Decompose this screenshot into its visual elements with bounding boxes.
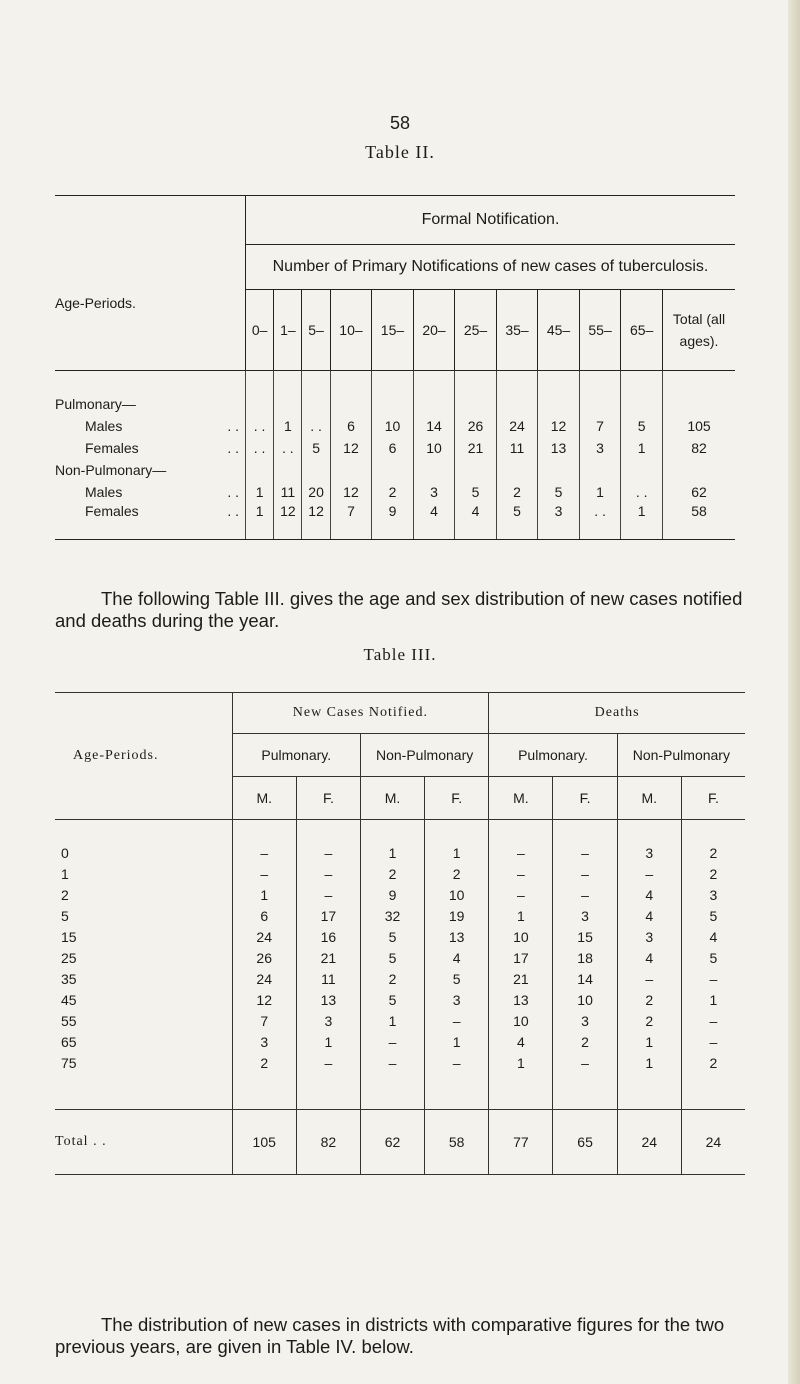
table3-age-label: 0 (61, 844, 69, 861)
table2-row-label (55, 481, 246, 503)
table3-total-cell: 24 (617, 1110, 681, 1175)
table3-cell: – (296, 1052, 360, 1073)
table3-cell: 1 (489, 1052, 553, 1073)
table3-age-label: 75 (61, 1054, 77, 1071)
table2-row (55, 503, 735, 540)
table2-col-header: 25– (455, 290, 497, 371)
table2-empty-cell (455, 371, 497, 416)
table3-cell: 1 (617, 1031, 681, 1052)
table2-group-label: Pulmonary— (55, 396, 136, 412)
table3-cell: 3 (425, 989, 489, 1010)
table3-cell: 14 (553, 968, 617, 989)
table3-row (55, 884, 745, 905)
table2-cell: 10 (372, 415, 414, 437)
table3-cell: 1 (425, 820, 489, 864)
table3-age-label: 5 (61, 907, 69, 924)
table3-cell: 3 (553, 1010, 617, 1031)
table2-empty-cell (621, 459, 663, 481)
table3-cell: 2 (232, 1052, 296, 1073)
table3-cell: 24 (232, 968, 296, 989)
table3-cell: – (425, 1010, 489, 1031)
table2-row-dots: . . (227, 484, 239, 500)
table3-cell: 13 (489, 989, 553, 1010)
table2-empty-cell (413, 371, 455, 416)
table2-cell: 2 (496, 481, 538, 503)
table3-cell: 1 (617, 1052, 681, 1073)
table3-sex-header: M. (489, 777, 553, 820)
table3-cell: 10 (489, 926, 553, 947)
table3-spacer-cell (617, 1073, 681, 1110)
table3-subheader: Non-Pulmonary (360, 734, 488, 777)
table3-total-cell: 62 (360, 1110, 424, 1175)
table2-cell: 20 (302, 481, 330, 503)
table3-cell: 2 (360, 968, 424, 989)
table3-row (55, 968, 745, 989)
table3-cell: 15 (553, 926, 617, 947)
table3-cell: 5 (425, 968, 489, 989)
table3-row (55, 905, 745, 926)
table3-cell: 10 (425, 884, 489, 905)
table3-cell: – (553, 1052, 617, 1073)
table3-body (55, 820, 745, 1175)
table3-cell: 3 (553, 905, 617, 926)
table2-empty-cell (330, 459, 372, 481)
table3-cell: 17 (296, 905, 360, 926)
table2-col-header: 15– (372, 290, 414, 371)
table2-empty-cell (246, 459, 274, 481)
table3-spacer-cell (425, 1073, 489, 1110)
table3-row (55, 947, 745, 968)
table2-row-header: Age-Periods. (55, 196, 246, 371)
table2-empty-cell (663, 371, 736, 416)
table2-col-header: 20– (413, 290, 455, 371)
table2-cell: 5 (302, 437, 330, 459)
paragraph-table4-intro: The distribution of new cases in districts with comparative figures for the two previous years, are given in Table IV. below. (55, 1314, 725, 1357)
scan-edge (788, 0, 800, 1384)
table3-cell: 2 (681, 820, 745, 864)
table3-cell: – (489, 820, 553, 864)
table3-cell: 1 (425, 1031, 489, 1052)
table2-col-header: 5– (302, 290, 330, 371)
table3-row (55, 989, 745, 1010)
table3-cell: – (360, 1052, 424, 1073)
table3-cell: 1 (232, 884, 296, 905)
table3-cell: 2 (617, 989, 681, 1010)
table3-cell: 2 (360, 863, 424, 884)
table3-cell: 4 (617, 884, 681, 905)
table2-cell: 1 (246, 503, 274, 540)
table2-cell: 58 (663, 503, 736, 540)
table3-cell: 11 (296, 968, 360, 989)
table3-sex-header: F. (425, 777, 489, 820)
table3-cell: 13 (296, 989, 360, 1010)
table3-cell: – (553, 863, 617, 884)
table3-age-label: 45 (61, 991, 77, 1008)
table2-cell: 21 (455, 437, 497, 459)
table3-age-label: 15 (61, 928, 77, 945)
table3-cell: 10 (553, 989, 617, 1010)
table3-spacer-cell (681, 1073, 745, 1110)
table2-cell: 105 (663, 415, 736, 437)
table2-cell: 62 (663, 481, 736, 503)
table3-cell: 2 (425, 863, 489, 884)
table2-cell: 4 (455, 503, 497, 540)
table2-row-label (55, 415, 246, 437)
table2-cell: . . (579, 503, 621, 540)
table2-col-header: 65– (621, 290, 663, 371)
table2-empty-cell (538, 459, 580, 481)
table3-subheader: Pulmonary. (489, 734, 617, 777)
table3-cell: – (296, 863, 360, 884)
paragraph-table3-intro: The following Table III. gives the age and sex distribution of new cases notified and deaths during the year. (55, 588, 743, 631)
table2-row-label (55, 503, 246, 540)
table2-empty-cell (274, 371, 302, 416)
table2-cell: . . (246, 415, 274, 437)
table3-cell: 1 (360, 820, 424, 864)
table3-age-label: 65 (61, 1033, 77, 1050)
table2-empty-cell (372, 371, 414, 416)
table2-group-label: Non-Pulmonary— (55, 462, 167, 478)
table3-age-label: 55 (61, 1012, 77, 1029)
table3-subheader: Pulmonary. (232, 734, 360, 777)
table2-col-header: 45– (538, 290, 580, 371)
table3-cell: – (617, 863, 681, 884)
table2-empty-cell (496, 371, 538, 416)
table3-sex-header: M. (232, 777, 296, 820)
table2-empty-cell (579, 371, 621, 416)
table3-row (55, 820, 745, 864)
table2-cell: 11 (496, 437, 538, 459)
table2-col-header: 55– (579, 290, 621, 371)
table3-cell: 13 (425, 926, 489, 947)
table3-cell: – (617, 968, 681, 989)
table3-cell: 9 (360, 884, 424, 905)
table2-col-header: 35– (496, 290, 538, 371)
table3-group-deaths: Deaths (489, 693, 745, 734)
table3-age-label: 35 (61, 970, 77, 987)
table3-total-label: Total . . (55, 1110, 232, 1175)
table3-cell: 21 (489, 968, 553, 989)
table3-cell: 17 (489, 947, 553, 968)
table2-row-label-text: Females (85, 440, 139, 456)
table3-cell: 3 (617, 926, 681, 947)
table2-cell: 3 (538, 503, 580, 540)
table3-cell: 3 (681, 884, 745, 905)
table2-cell: 14 (413, 415, 455, 437)
table2-empty-cell (496, 459, 538, 481)
table2-header-sub: Number of Primary Notifications of new cases of tuberculosis. (246, 245, 736, 290)
table2-cell: 1 (621, 437, 663, 459)
table2-cell: 12 (330, 481, 372, 503)
table2-cell: 12 (538, 415, 580, 437)
table3-cell: 4 (425, 947, 489, 968)
table3-cell: 1 (360, 1010, 424, 1031)
table2-empty-cell (538, 371, 580, 416)
table3-title: Table III. (363, 645, 437, 664)
table3-row (55, 1010, 745, 1031)
table2-empty-cell (302, 459, 330, 481)
table3-cell: 16 (296, 926, 360, 947)
table2-row-label-text: Males (85, 484, 123, 500)
table2-row-label (55, 437, 246, 459)
table3 (55, 692, 745, 1175)
table2-body (55, 371, 735, 540)
table2-cell: 6 (372, 437, 414, 459)
table3-total-cell: 24 (681, 1110, 745, 1175)
table3-total-cell: 77 (489, 1110, 553, 1175)
table3-cell: – (489, 863, 553, 884)
table2-group-row (55, 371, 735, 416)
table3-spacer-cell (489, 1073, 553, 1110)
table2-cell: 3 (413, 481, 455, 503)
table3-total-row (55, 1110, 745, 1175)
table2-cell: 7 (579, 415, 621, 437)
table3-cell: – (553, 884, 617, 905)
table2-cell: 1 (246, 481, 274, 503)
table3-cell: – (681, 1031, 745, 1052)
table2-row-label-text: Males (85, 418, 123, 434)
table3-subheader: Non-Pulmonary (617, 734, 745, 777)
table2-cell: 4 (413, 503, 455, 540)
table3-total-cell: 58 (425, 1110, 489, 1175)
table3-group-new-cases: New Cases Notified. (232, 693, 489, 734)
table2-col-header: 0– (246, 290, 274, 371)
page-number: 58 (389, 113, 411, 133)
table2-group-row (55, 459, 735, 481)
table2-row-dots: . . (227, 440, 239, 456)
table3-cell: 3 (617, 820, 681, 864)
table2-cell: 82 (663, 437, 736, 459)
table2-col-header: 1– (274, 290, 302, 371)
table3-spacer-row (55, 1073, 745, 1110)
table2-cell: 11 (274, 481, 302, 503)
table3-cell: 12 (232, 989, 296, 1010)
table3-cell: 5 (360, 989, 424, 1010)
table2-row-label-text: Females (85, 503, 139, 519)
table2-empty-cell (579, 459, 621, 481)
table3-age-label: 25 (61, 949, 77, 966)
table3-cell: 32 (360, 905, 424, 926)
table3-sex-header: F. (296, 777, 360, 820)
table2-empty-cell (372, 459, 414, 481)
table2-empty-cell (621, 371, 663, 416)
table2-cell: 10 (413, 437, 455, 459)
table3-cell: 6 (232, 905, 296, 926)
table2-cell: 5 (455, 481, 497, 503)
table2-cell: 24 (496, 415, 538, 437)
table3-cell: – (553, 820, 617, 864)
table2-row (55, 437, 735, 459)
table3-cell: 1 (296, 1031, 360, 1052)
table2-header-main: Formal Notification. (246, 196, 736, 245)
table3-cell: – (489, 884, 553, 905)
table3-cell: 21 (296, 947, 360, 968)
table3-cell: 7 (232, 1010, 296, 1031)
table3-spacer-cell (553, 1073, 617, 1110)
table2-cell: 7 (330, 503, 372, 540)
table3-cell: 24 (232, 926, 296, 947)
table2-cell: 1 (274, 415, 302, 437)
table2-cell: 12 (330, 437, 372, 459)
table3-cell: 1 (489, 905, 553, 926)
table2-col-header: 10– (330, 290, 372, 371)
table3-cell: 5 (681, 947, 745, 968)
table3-total-cell: 65 (553, 1110, 617, 1175)
table2 (55, 195, 735, 540)
table2-empty-cell (246, 371, 274, 416)
table3-cell: 2 (617, 1010, 681, 1031)
table2-empty-cell (330, 371, 372, 416)
table3-cell: 4 (681, 926, 745, 947)
table3-row (55, 1052, 745, 1073)
table3-cell: 4 (489, 1031, 553, 1052)
table2-row-dots: . . (227, 503, 239, 519)
table3-cell: – (360, 1031, 424, 1052)
table3-age-label: 2 (61, 886, 69, 903)
table2-cell: 6 (330, 415, 372, 437)
table2-cell: . . (302, 415, 330, 437)
table2-empty-cell (274, 459, 302, 481)
table3-cell: 26 (232, 947, 296, 968)
table3-cell: – (425, 1052, 489, 1073)
table2-empty-cell (413, 459, 455, 481)
table3-cell: 19 (425, 905, 489, 926)
table2-cell: 5 (538, 481, 580, 503)
table3-cell: 3 (296, 1010, 360, 1031)
table3-cell: 5 (360, 926, 424, 947)
table2-row-dots: . . (227, 418, 239, 434)
table3-spacer-cell (360, 1073, 424, 1110)
table3-cell: – (681, 968, 745, 989)
table3-sex-header: M. (617, 777, 681, 820)
table3-cell: 4 (617, 905, 681, 926)
table3-cell: – (681, 1010, 745, 1031)
table2-empty-cell (455, 459, 497, 481)
table3-spacer-cell (296, 1073, 360, 1110)
table3-cell: 18 (553, 947, 617, 968)
table3-cell: 2 (681, 1052, 745, 1073)
table2-row (55, 415, 735, 437)
table3-cell: 1 (681, 989, 745, 1010)
table3-cell: 3 (232, 1031, 296, 1052)
table3-cell: 2 (681, 863, 745, 884)
table2-cell: 5 (621, 415, 663, 437)
table3-row (55, 863, 745, 884)
table2-cell: 1 (621, 503, 663, 540)
table2-cell: 2 (372, 481, 414, 503)
table2-empty-cell (302, 371, 330, 416)
table3-cell: – (296, 884, 360, 905)
table3-cell: 10 (489, 1010, 553, 1031)
table3-cell: – (296, 820, 360, 864)
table2-title: Table II. (365, 142, 435, 162)
table2-cell: . . (621, 481, 663, 503)
table2-cell: 5 (496, 503, 538, 540)
table3-total-cell: 105 (232, 1110, 296, 1175)
table3-cell: 5 (681, 905, 745, 926)
table3-spacer-cell (55, 1073, 232, 1110)
table3-cell: 4 (617, 947, 681, 968)
table3-cell: – (232, 863, 296, 884)
table3-spacer-cell (232, 1073, 296, 1110)
table3-cell: 2 (553, 1031, 617, 1052)
table2-row (55, 481, 735, 503)
table2-empty-cell (663, 459, 736, 481)
table3-cell: 5 (360, 947, 424, 968)
table2-cell: 13 (538, 437, 580, 459)
table2-cell: 12 (274, 503, 302, 540)
table3-total-cell: 82 (296, 1110, 360, 1175)
table3-cell: – (232, 820, 296, 864)
table2-cell: 26 (455, 415, 497, 437)
table3-sex-header: F. (553, 777, 617, 820)
table3-row (55, 1031, 745, 1052)
table2-cell: . . (246, 437, 274, 459)
table3-row-header: Age-Periods. (55, 693, 232, 820)
table3-age-label: 1 (61, 865, 69, 882)
table2-cell: . . (274, 437, 302, 459)
table2-cell: 3 (579, 437, 621, 459)
table2-cell: 12 (302, 503, 330, 540)
table2-cell: 9 (372, 503, 414, 540)
table2-cell: 1 (579, 481, 621, 503)
table3-sex-header: F. (681, 777, 745, 820)
table3-sex-header: M. (360, 777, 424, 820)
table3-row (55, 926, 745, 947)
table2-col-header: Total (all ages). (663, 290, 736, 371)
